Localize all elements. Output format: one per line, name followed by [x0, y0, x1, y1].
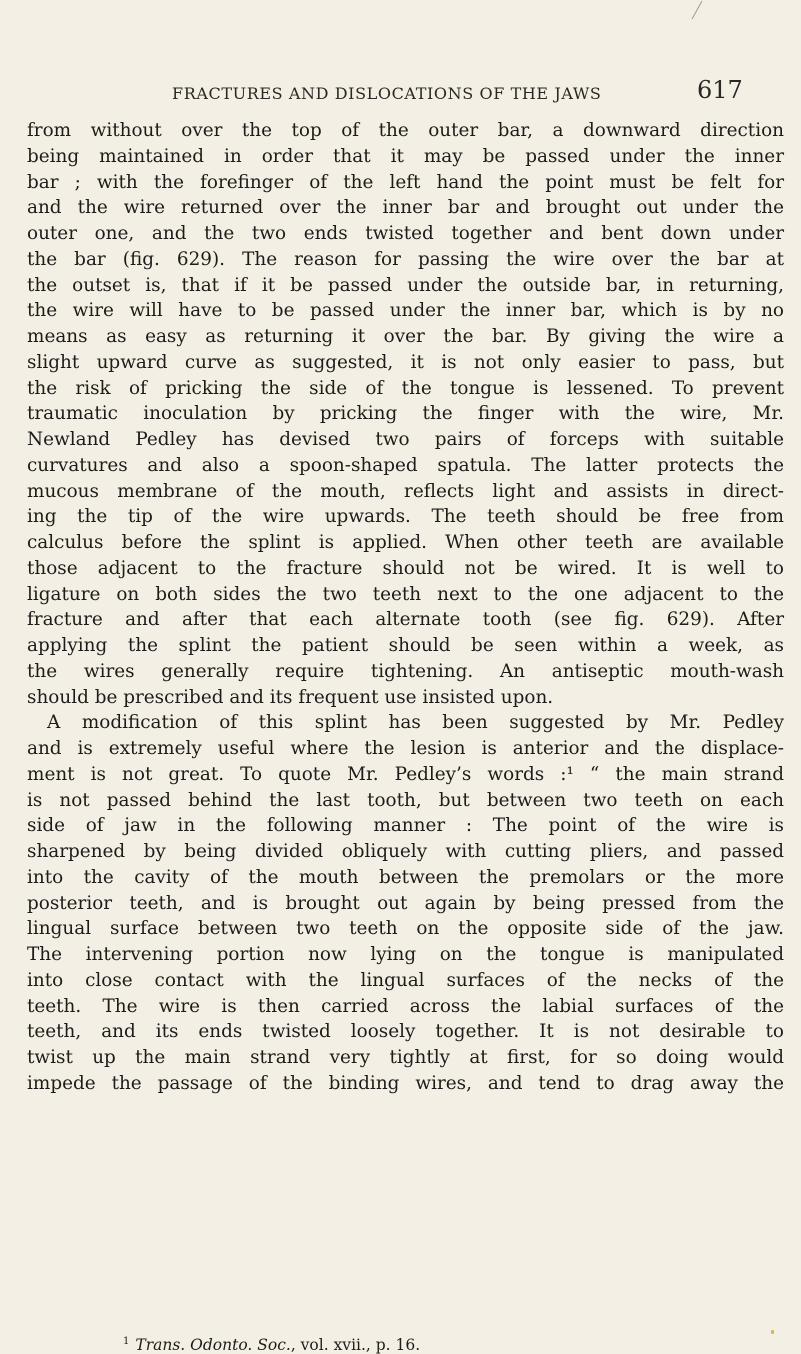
body-text: [27, 118, 784, 1097]
text-line: posterior teeth, and is brought out again by being pressed from the: [27, 892, 784, 914]
text-line: traumatic inoculation by pricking the finger with the wire, Mr.: [27, 403, 784, 425]
footnote-citation: , vol. xvii., p. 16.: [290, 1336, 421, 1354]
text-line: and the wire returned over the inner bar and brought out under the: [27, 197, 784, 219]
text-line: those adjacent to the fracture should not be wired. It is well to: [27, 557, 784, 579]
page-number: 617: [697, 76, 743, 104]
text-line: slight upward curve as suggested, it is not only easier to pass, but: [27, 351, 784, 373]
text-line: calculus before the splint is applied. When other teeth are available: [27, 532, 784, 553]
text-line: bar ; with the forefinger of the left hand the point must be felt for: [27, 171, 784, 193]
text-line: impede the passage of the binding wires, and tend to drag away the: [27, 1072, 784, 1094]
text-line: into the cavity of the mouth between the premolars or the more: [27, 866, 784, 888]
text-line: and is extremely useful where the lesion is anterior and the displace-: [27, 738, 784, 759]
text-line: The intervening portion now lying on the tongue is manipulated: [27, 944, 784, 965]
text-line: means as easy as returning it over the bar. By giving the wire a: [27, 326, 784, 347]
footnote: [123, 1336, 420, 1354]
footnote-marker: 1: [123, 1336, 130, 1347]
text-line: teeth, and its ends twisted loosely together. It is not desirable to: [27, 1021, 784, 1043]
text-line: mucous membrane of the mouth, reflects light and assists in direct-: [27, 480, 784, 502]
text-line: lingual surface between two teeth on the opposite side of the jaw.: [27, 918, 784, 940]
text-line: fracture and after that each alternate tooth (see fig. 629). After: [27, 609, 784, 631]
text-line: Newland Pedley has devised two pairs of forceps with suitable: [27, 429, 784, 450]
text-line: twist up the main strand very tightly at first, for so doing would: [27, 1047, 784, 1068]
text-line: applying the splint the patient should be seen within a week, as: [27, 635, 784, 656]
text-line: teeth. The wire is then carried across the labial surfaces of the: [27, 995, 784, 1017]
text-line: into close contact with the lingual surfaces of the necks of the: [27, 969, 784, 991]
text-line: sharpened by being divided obliquely with cutting pliers, and passed: [27, 841, 784, 862]
text-line: should be prescribed and its frequent use insisted upon.: [27, 686, 554, 708]
text-line: is not passed behind the last tooth, but between two teeth on each: [27, 789, 784, 811]
text-line: being maintained in order that it may be passed under the inner: [27, 145, 784, 167]
text-line: the wire will have to be passed under the inner bar, which is by no: [27, 300, 784, 322]
text-line: the risk of pricking the side of the tongue is lessened. To prevent: [27, 377, 784, 399]
text-line: ligature on both sides the two teeth next to the one adjacent to the: [27, 583, 784, 605]
text-line: side of jaw in the following manner : The point of the wire is: [27, 815, 784, 837]
text-line: the wires generally require tightening. An antiseptic mouth-wash: [27, 660, 784, 682]
text-line: ing the tip of the wire upwards. The teeth should be free from: [27, 506, 784, 528]
text-line: A modification of this splint has been suggested by Mr. Pedley: [47, 712, 784, 734]
text-line: outer one, and the two ends twisted together and bent down under: [27, 223, 784, 244]
text-line: curvatures and also a spoon-shaped spatula. The latter protects the: [27, 454, 784, 476]
paper-speck: [771, 1330, 774, 1334]
margin-pen-mark: [690, 0, 704, 20]
text-line: from without over the top of the outer bar, a downward direction: [27, 120, 784, 141]
text-line: the outset is, that if it be passed under the outside bar, in returning,: [27, 274, 784, 296]
running-head: FRACTURES AND DISLOCATIONS OF THE JAWS: [172, 84, 602, 103]
text-line: the bar (fig. 629). The reason for passing the wire over the bar at: [27, 248, 784, 270]
text-line: ment is not great. To quote Mr. Pedley’s words :¹ “ the main strand: [27, 763, 784, 785]
footnote-journal: Trans. Odonto. Soc.: [135, 1336, 291, 1354]
